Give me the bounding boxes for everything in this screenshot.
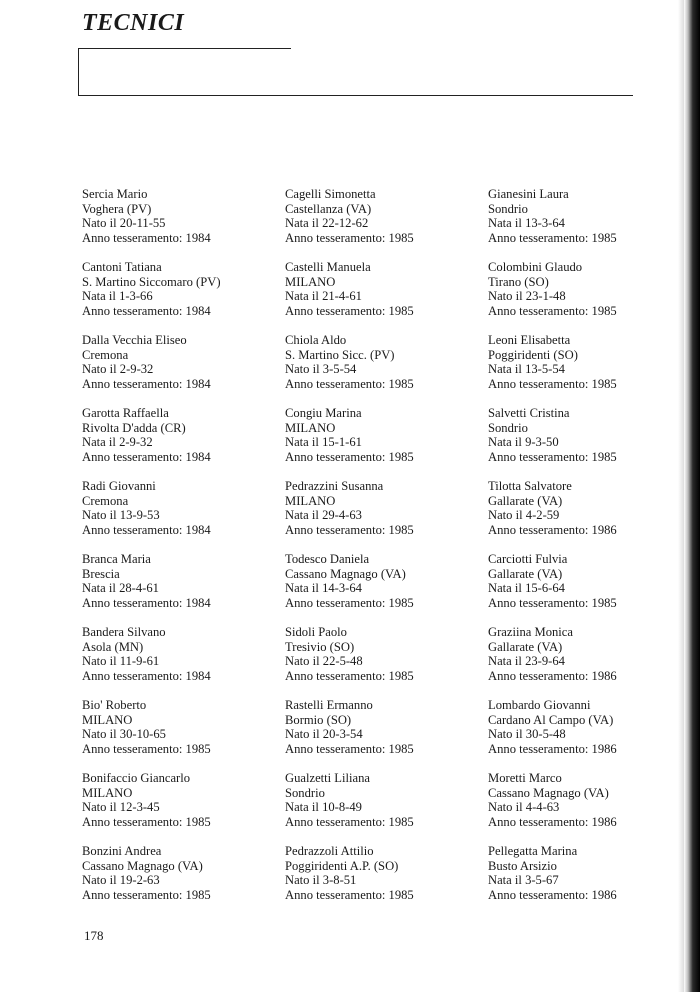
person-entry — [488, 771, 691, 844]
person-name: Bonifaccio Giancarlo — [82, 771, 191, 785]
person-registration-year: Anno tesseramento: 1986 — [488, 522, 617, 537]
person-entry — [285, 333, 488, 406]
person-registration-year: Anno tesseramento: 1985 — [285, 376, 414, 391]
person-birth-date: Nato il 30-5-48 — [488, 727, 566, 742]
person-birth-date: Nato il 20-3-54 — [285, 727, 363, 742]
person-name: Garotta Raffaella — [82, 406, 169, 420]
person-registration-year: Anno tesseramento: 1985 — [285, 303, 414, 318]
person-name: Graziina Monica — [488, 625, 573, 639]
person-registration-year: Anno tesseramento: 1985 — [82, 887, 211, 902]
person-name: Carciotti Fulvia — [488, 552, 568, 566]
person-entry — [82, 260, 285, 333]
person-birth-date: Nato il 22-5-48 — [285, 654, 363, 669]
header-rule-left — [78, 48, 79, 96]
person-entry — [82, 552, 285, 625]
person-place: Castellanza (VA) — [285, 201, 372, 216]
person-name: Sercia Mario — [82, 187, 148, 201]
person-birth-date: Nata il 9-3-50 — [488, 435, 559, 450]
person-birth-date: Nata il 15-1-61 — [285, 435, 362, 450]
person-name: Todesco Daniela — [285, 552, 370, 566]
person-birth-date: Nato il 30-10-65 — [82, 727, 166, 742]
person-place: S. Martino Siccomaro (PV) — [82, 274, 221, 289]
person-name: Rastelli Ermanno — [285, 698, 373, 712]
person-registration-year: Anno tesseramento: 1985 — [285, 887, 414, 902]
person-place: Brescia — [82, 566, 120, 581]
person-place: MILANO — [285, 493, 336, 508]
person-entry — [82, 625, 285, 698]
person-entry — [82, 479, 285, 552]
person-entry — [82, 771, 285, 844]
person-birth-date: Nata il 10-8-49 — [285, 800, 362, 815]
person-entry — [285, 552, 488, 625]
person-place: MILANO — [82, 785, 133, 800]
person-birth-date: Nato il 2-9-32 — [82, 362, 154, 377]
person-registration-year: Anno tesseramento: 1984 — [82, 230, 211, 245]
person-registration-year: Anno tesseramento: 1985 — [285, 522, 414, 537]
person-registration-year: Anno tesseramento: 1984 — [82, 595, 211, 610]
person-name: Branca Maria — [82, 552, 151, 566]
header-rule-top — [78, 48, 291, 49]
person-name: Leoni Elisabetta — [488, 333, 571, 347]
person-name: Moretti Marco — [488, 771, 562, 785]
person-place: Cassano Magnago (VA) — [488, 785, 609, 800]
person-registration-year: Anno tesseramento: 1985 — [82, 741, 211, 756]
person-birth-date: Nata il 21-4-61 — [285, 289, 362, 304]
person-name: Salvetti Cristina — [488, 406, 570, 420]
person-birth-date: Nato il 13-9-53 — [82, 508, 160, 523]
person-birth-date: Nata il 23-9-64 — [488, 654, 565, 669]
person-place: MILANO — [285, 420, 336, 435]
person-entry — [82, 187, 285, 260]
person-entry — [82, 333, 285, 406]
person-place: Cardano Al Campo (VA) — [488, 712, 614, 727]
person-place: Voghera (PV) — [82, 201, 152, 216]
person-place: S. Martino Sicc. (PV) — [285, 347, 395, 362]
person-place: Bormio (SO) — [285, 712, 352, 727]
person-birth-date: Nato il 12-3-45 — [82, 800, 160, 815]
person-place: Tresivio (SO) — [285, 639, 355, 654]
person-entry — [488, 333, 691, 406]
person-entry — [285, 771, 488, 844]
person-place: MILANO — [285, 274, 336, 289]
person-name: Cantoni Tatiana — [82, 260, 162, 274]
person-entry — [488, 552, 691, 625]
person-place: Sondrio — [488, 420, 528, 435]
person-entry — [285, 187, 488, 260]
person-place: Sondrio — [488, 201, 528, 216]
entries-columns — [82, 187, 691, 917]
person-name: Dalla Vecchia Eliseo — [82, 333, 187, 347]
person-registration-year: Anno tesseramento: 1985 — [285, 230, 414, 245]
person-birth-date: Nata il 22-12-62 — [285, 216, 369, 231]
person-name: Radi Giovanni — [82, 479, 156, 493]
person-registration-year: Anno tesseramento: 1985 — [488, 230, 617, 245]
person-registration-year: Anno tesseramento: 1985 — [285, 814, 414, 829]
person-entry — [82, 698, 285, 771]
person-place: Tirano (SO) — [488, 274, 549, 289]
person-entry — [488, 187, 691, 260]
person-entry — [488, 625, 691, 698]
person-birth-date: Nato il 3-8-51 — [285, 873, 357, 888]
person-entry — [285, 479, 488, 552]
person-place: Rivolta D'adda (CR) — [82, 420, 186, 435]
person-registration-year: Anno tesseramento: 1985 — [488, 303, 617, 318]
header-rule-bottom — [78, 95, 633, 96]
person-name: Cagelli Simonetta — [285, 187, 376, 201]
person-registration-year: Anno tesseramento: 1986 — [488, 887, 617, 902]
person-entry — [285, 260, 488, 333]
person-registration-year: Anno tesseramento: 1985 — [488, 376, 617, 391]
person-birth-date: Nata il 15-6-64 — [488, 581, 565, 596]
person-name: Lombardo Giovanni — [488, 698, 591, 712]
person-entry — [82, 406, 285, 479]
person-place: Cremona — [82, 493, 129, 508]
person-name: Pedrazzini Susanna — [285, 479, 384, 493]
page-number: 178 — [84, 928, 104, 943]
person-name: Bandera Silvano — [82, 625, 166, 639]
person-entry — [285, 625, 488, 698]
person-registration-year: Anno tesseramento: 1986 — [488, 814, 617, 829]
person-name: Pedrazzoli Attilio — [285, 844, 374, 858]
person-birth-date: Nato il 23-1-48 — [488, 289, 566, 304]
person-place: Cassano Magnago (VA) — [82, 858, 203, 873]
person-place: Poggiridenti A.P. (SO) — [285, 858, 399, 873]
person-name: Chiola Aldo — [285, 333, 347, 347]
page-title: TECNICI — [82, 10, 185, 36]
person-place: Gallarate (VA) — [488, 566, 563, 581]
person-registration-year: Anno tesseramento: 1985 — [285, 449, 414, 464]
person-birth-date: Nata il 29-4-63 — [285, 508, 362, 523]
person-name: Congiu Marina — [285, 406, 362, 420]
person-place: Gallarate (VA) — [488, 639, 563, 654]
person-birth-date: Nato il 19-2-63 — [82, 873, 160, 888]
person-entry — [488, 479, 691, 552]
person-registration-year: Anno tesseramento: 1984 — [82, 376, 211, 391]
person-name: Bonzini Andrea — [82, 844, 162, 858]
person-place: Poggiridenti (SO) — [488, 347, 578, 362]
person-birth-date: Nato il 4-2-59 — [488, 508, 560, 523]
person-name: Castelli Manuela — [285, 260, 371, 274]
person-entry — [285, 406, 488, 479]
person-place: Gallarate (VA) — [488, 493, 563, 508]
person-entry — [488, 844, 691, 917]
person-entry — [488, 260, 691, 333]
column-3 — [488, 187, 691, 917]
column-1 — [82, 187, 285, 917]
person-name: Bio' Roberto — [82, 698, 147, 712]
person-birth-date: Nato il 3-5-54 — [285, 362, 357, 377]
person-entry — [488, 406, 691, 479]
person-registration-year: Anno tesseramento: 1986 — [488, 668, 617, 683]
person-registration-year: Anno tesseramento: 1985 — [488, 595, 617, 610]
person-name: Gianesini Laura — [488, 187, 569, 201]
column-2 — [285, 187, 488, 917]
person-name: Gualzetti Liliana — [285, 771, 370, 785]
person-birth-date: Nata il 13-3-64 — [488, 216, 565, 231]
person-birth-date: Nata il 2-9-32 — [82, 435, 153, 450]
person-birth-date: Nata il 14-3-64 — [285, 581, 362, 596]
person-registration-year: Anno tesseramento: 1985 — [488, 449, 617, 464]
person-birth-date: Nato il 11-9-61 — [82, 654, 160, 669]
person-registration-year: Anno tesseramento: 1984 — [82, 668, 211, 683]
person-entry — [82, 844, 285, 917]
person-entry — [285, 698, 488, 771]
person-place: Cassano Magnago (VA) — [285, 566, 406, 581]
person-registration-year: Anno tesseramento: 1984 — [82, 449, 211, 464]
person-entry — [285, 844, 488, 917]
person-place: Sondrio — [285, 785, 325, 800]
person-registration-year: Anno tesseramento: 1985 — [82, 814, 211, 829]
book-spine — [684, 0, 700, 992]
person-place: Cremona — [82, 347, 129, 362]
person-place: Busto Arsizio — [488, 858, 557, 873]
person-birth-date: Nata il 13-5-54 — [488, 362, 565, 377]
person-name: Tilotta Salvatore — [488, 479, 572, 493]
person-registration-year: Anno tesseramento: 1984 — [82, 522, 211, 537]
person-birth-date: Nata il 1-3-66 — [82, 289, 153, 304]
person-entry — [488, 698, 691, 771]
person-name: Colombini Glaudo — [488, 260, 583, 274]
person-name: Sidoli Paolo — [285, 625, 347, 639]
person-registration-year: Anno tesseramento: 1985 — [285, 595, 414, 610]
person-registration-year: Anno tesseramento: 1985 — [285, 741, 414, 756]
person-registration-year: Anno tesseramento: 1986 — [488, 741, 617, 756]
person-birth-date: Nato il 20-11-55 — [82, 216, 166, 231]
person-registration-year: Anno tesseramento: 1984 — [82, 303, 211, 318]
person-name: Pellegatta Marina — [488, 844, 578, 858]
person-birth-date: Nato il 4-4-63 — [488, 800, 560, 815]
person-place: MILANO — [82, 712, 133, 727]
person-place: Asola (MN) — [82, 639, 144, 654]
person-birth-date: Nata il 3-5-67 — [488, 873, 559, 888]
person-registration-year: Anno tesseramento: 1985 — [285, 668, 414, 683]
person-birth-date: Nata il 28-4-61 — [82, 581, 159, 596]
